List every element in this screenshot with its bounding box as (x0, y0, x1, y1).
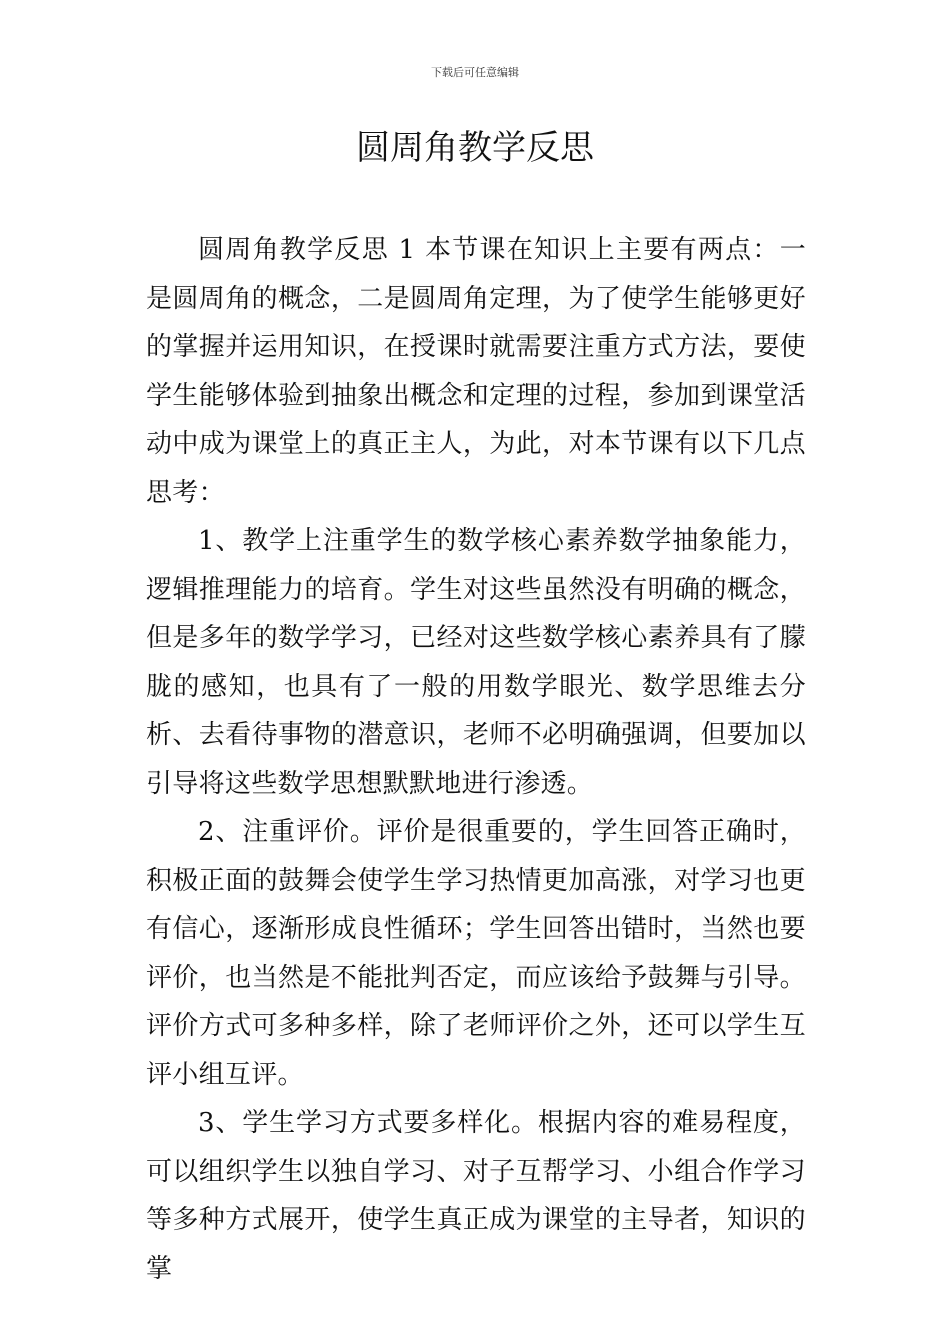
document-body (146, 226, 806, 1293)
header-note: 下载后可任意编辑 (431, 66, 519, 79)
paragraph-point-3: 3、学生学习方式要多样化。根据内容的难易程度，可以组织学生以独自学习、对子互帮学习、小组合作学习等多种方式展开，使学生真正成为课堂的主导者，知识的掌 (146, 1108, 806, 1284)
document-title: 圆周角教学反思 (356, 128, 594, 168)
paragraph-intro: 圆周角教学反思 1 本节课在知识上主要有两点：一是圆周角的概念，二是圆周角定理，为了使学生能够更好的掌握并运用知识，在授课时就需要注重方式方法，要使学生能够体验到抽象出概念和定理的过程，参加到课堂活动中成为课堂上的真正主人，为此，对本节课有以下几点思考： (146, 235, 806, 508)
paragraph-point-2: 2、注重评价。评价是很重要的，学生回答正确时，积极正面的鼓舞会使学生学习热情更加高涨，对学习也更有信心，逐渐形成良性循环；学生回答出错时，当然也要评价，也当然是不能批判否定，而应该给予鼓舞与引导。评价方式可多种多样，除了老师评价之外，还可以学生互评小组互评。 (146, 817, 806, 1090)
paragraph-point-1: 1、教学上注重学生的数学核心素养数学抽象能力，逻辑推理能力的培育。学生对这些虽然没有明确的概念，但是多年的数学学习，已经对这些数学核心素养具有了朦胧的感知，也具有了一般的用数学眼光、数学思维去分析、去看待事物的潜意识，老师不必明确强调，但要加以引导将这些数学思想默默地进行渗透。 (146, 526, 806, 799)
